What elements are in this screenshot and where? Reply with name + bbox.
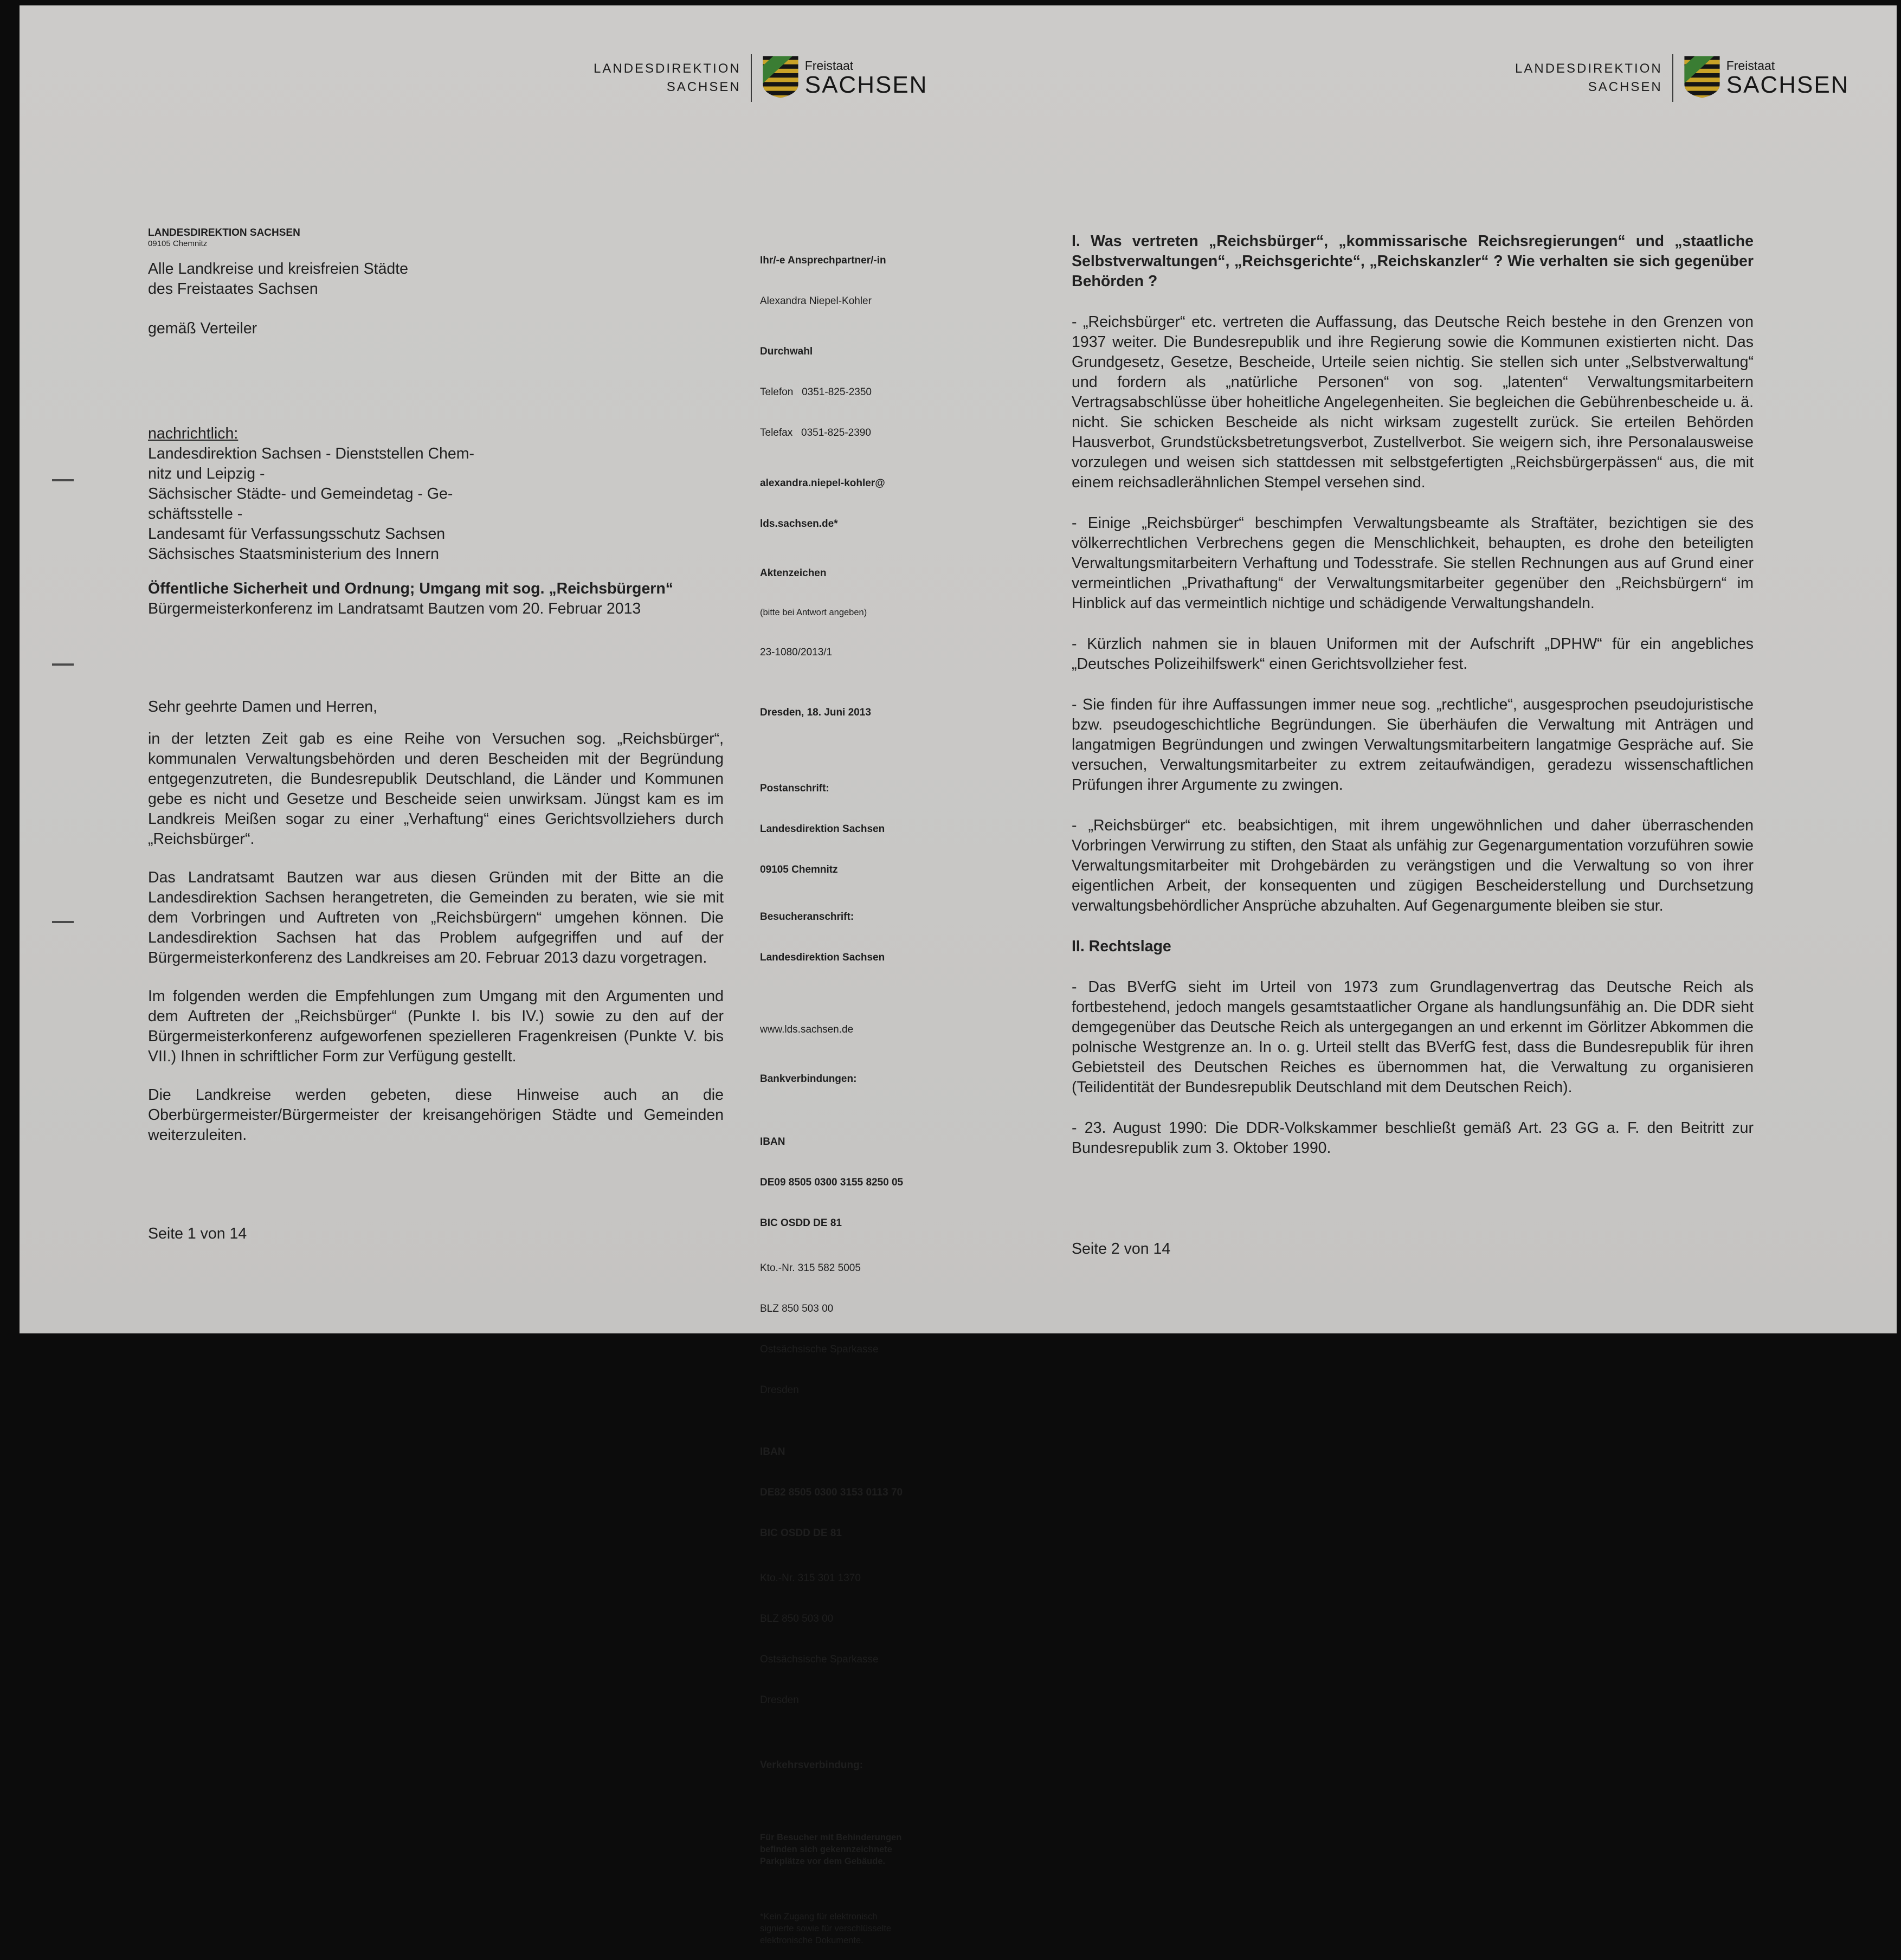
section-heading-2: II. Rechtslage (1072, 938, 1171, 955)
body-paragraph: Das Landratsamt Bautzen war aus diesen Gründen mit der Bitte an die Landesdirektion Sachsen herangetreten, die Gemeinden zu beraten, wie sie mit dem Vorbringen und Auftreten von „Reichsbürgern“ umgehen können. Die Landesdirektion Sachsen hat das Problem aufgegriffen und auf der Bürgermeisterkonferenz des Landkreises am 20. Februar 2013 dazu vorgetragen. (148, 869, 724, 966)
recipient-block (148, 259, 408, 299)
cc-line: Landesdirektion Sachsen - Dienststellen Chem- (148, 445, 474, 462)
bank1-account: Kto.-Nr. 315 582 5005 (760, 1262, 861, 1274)
body-paragraph: in der letzten Zeit gab es eine Reihe von Versuchen sog. „Reichsbürger“, kommunalen Verwaltungsbehörden und deren Bescheiden mit der Begründung entgegenzutreten, die Bundesrepublik Deutschland, die Länder und Kommunen gebe es nicht und Gesetze und Bescheide seien unwirksam. Jüngst kam es im Landkreis Meißen sogar zu einer „Verhaftung“ eines Gerichtsvollziehers durch „Reichsbürger“. (148, 730, 724, 848)
cc-label: nachrichtlich: (148, 425, 239, 442)
distribution-note: gemäß Verteiler (148, 320, 257, 337)
accessibility-note: Für Besucher mit Behinderungen befinden sich gekennzeichnete Parkplätze vor dem Gebäude. (760, 1833, 902, 1866)
body-paragraph: - Das BVerfG sieht im Urteil von 1973 zum Grundlagenvertrag das Deutsche Reich als fortbestehend, jedoch mangels gesamtstaatlicher Organe als handlungsunfähig an. Die DDR sieht demgegenüber das Deutsche Reich als untergegangen an und erkennt im Görlitzer Abkommen die polnische Westgrenze an. In o. g. Urteil stellt das BVerfG fest, dass die Bundesrepublik für ihren Gebietsteil des Deutschen Reiches es übernommen hat, die Verwaltung zu organisieren (Teilidentität der Bundesrepublik Deutschland mit dem Deutschen Reich). (1072, 978, 1754, 1096)
bank2-name-line1: Ostsächsische Sparkasse (760, 1654, 879, 1665)
page1-body (148, 729, 724, 1145)
bank2-iban-label: IBAN (760, 1446, 785, 1458)
email-line2: lds.sachsen.de* (760, 518, 838, 530)
freistaat-label: Freistaat (1726, 59, 1775, 73)
recipient-line2: des Freistaates Sachsen (148, 280, 318, 298)
state-brand (1683, 55, 1850, 102)
fold-mark (52, 663, 74, 666)
cc-line: Sächsischer Städte- und Gemeindetag - Ge- (148, 485, 453, 502)
letterhead-page1 (594, 54, 927, 102)
body-paragraph: - „Reichsbürger“ etc. vertreten die Auffassung, das Deutsche Reich bestehe in den Grenzen von 1937 weiter. Die Bundesrepublik und ihre Regierung sowie die Kommunen existierten nicht. Das Grundgesetz, Gesetze, Bescheide, Urteile seien nichtig. Sie stellen sich unter „Selbstverwaltung“ und fordern als „natürliche Personen“ von sog. „latenten“ Verwaltungsmitarbeitern Vertragsabschlüsse über hoheitliche Angelegenheiten. Sie begleichen die Gebührenbescheide u. ä. nicht. Sie schicken Bescheide als nicht wirksam zugestellt zurück. Sie erteilen Behörden Hausverbot, Grundstücksbetretungsverbot, Zustellverbot. Sie weigern sich, ihre Personalausweise vorzulegen und weisen sich stattdessen mit selbstgefertigten „Reichsbürgerpässen“ aus, die mit einem reichsadlerähnlichen Stempel versehen sind. (1072, 313, 1754, 491)
bank1-iban: DE09 8505 0300 3155 8250 05 (760, 1177, 904, 1188)
bank1-bic: BIC OSDD DE 81 (760, 1217, 842, 1229)
state-name: SACHSEN (1726, 72, 1850, 98)
bank2-bic: BIC OSDD DE 81 (760, 1527, 842, 1539)
subject-subtitle: Bürgermeisterkonferenz im Landratsamt Bautzen vom 20. Februar 2013 (148, 600, 641, 617)
org-name-line2: SACHSEN (1588, 80, 1662, 94)
dial-label: Durchwahl (760, 346, 813, 357)
bank2-blz: BLZ 850 503 00 (760, 1613, 834, 1624)
cc-line: Sächsisches Staatsministerium des Innern (148, 545, 439, 563)
bank1-name-line1: Ostsächsische Sparkasse (760, 1344, 879, 1355)
transport-label: Verkehrsverbindung: (760, 1759, 863, 1771)
file-ref-label: Aktenzeichen (760, 568, 827, 579)
bank-label: Bankverbindungen: (760, 1073, 857, 1085)
letterhead-page2 (1515, 54, 1849, 102)
website: www.lds.sachsen.de (760, 1024, 854, 1035)
section-heading-1: I. Was vertreten „Reichsbürger“, „kommissarische Reichsregierungen“ und „staatliche Selbstverwaltungen“, „Reichsgerichte“, „Reichskanzler“ ? Wie verhalten sie sich gegenüber Behörden ? (1072, 233, 1754, 290)
org-name (1515, 60, 1662, 96)
state-brand (762, 55, 928, 102)
body-paragraph: - Einige „Reichsbürger“ beschimpfen Verwaltungsbeamte als Straftäter, bezichtigen sie des völkerrechtlichen Verbrechens gegen die Menschlichkeit, behaupten, es drohe den beteiligten Verwaltungsmitarbeitern Verhaftung und Todesstrafe. Sie stellen Rechnungen aus auf Grund einer vermeintlichen „Privathaftung“ der Verwaltungsmitarbeiter gegenüber den „Reichsbürgern“ im Hinblick auf das vermeintlich nichtige und schädigende Verwaltungshandeln. (1072, 514, 1754, 612)
file-ref-number: 23-1080/2013/1 (760, 647, 833, 658)
sender-line1: LANDESDIREKTION SACHSEN (148, 227, 300, 238)
visitor-label: Besucheranschrift: (760, 911, 854, 923)
date-line: Dresden, 18. Juni 2013 (760, 707, 871, 718)
salutation: Sehr geehrte Damen und Herren, (148, 698, 377, 715)
contact-name: Alexandra Niepel-Kohler (760, 295, 872, 307)
bank2-iban: DE82 8505 0300 3153 0113 70 (760, 1487, 903, 1498)
letterhead-divider (1672, 54, 1673, 102)
postal-label: Postanschrift: (760, 783, 829, 794)
state-name: SACHSEN (804, 72, 928, 98)
fold-mark (52, 479, 74, 481)
body-paragraph: Im folgenden werden die Empfehlungen zum Umgang mit den Argumenten und dem Auftreten der „Reichsbürger“ (Punkte I. bis IV.) sowie zu den auf der Bürgermeisterkonferenz aufgeworfenen spezielleren Fragenkreisen (Punkte V. bis VII.) Ihnen in schriftlicher Form zur Verfügung gestellt. (148, 988, 724, 1065)
body-paragraph: - 23. August 1990: Die DDR-Volkskammer beschließt gemäß Art. 23 GG a. F. den Beitritt zur Bundesrepublik zum 3. Oktober 1990. (1072, 1119, 1754, 1157)
org-name-line1: LANDESDIREKTION (594, 61, 741, 76)
file-ref-note: (bitte bei Antwort angeben) (760, 608, 867, 617)
saxony-coat-of-arms-icon (762, 55, 800, 102)
org-name-line2: SACHSEN (666, 80, 741, 94)
subject-block (148, 579, 724, 619)
visitor-line1: Landesdirektion Sachsen (760, 952, 885, 963)
scan-edge-left (0, 0, 20, 1344)
letterhead-divider (751, 54, 752, 102)
esignature-note: *Kein Zugang für elektronisch signierte sowie für verschlüsselte elektronische Dokumente. (760, 1912, 892, 1945)
page2-body (1072, 231, 1754, 1158)
saxony-coat-of-arms-icon (1683, 55, 1721, 102)
email-line1: alexandra.niepel-kohler@ (760, 478, 885, 489)
phone-line: Telefon 0351-825-2350 (760, 386, 872, 398)
contact-column (760, 227, 939, 733)
org-name (594, 60, 741, 96)
state-name-block (805, 59, 928, 98)
recipient-line1: Alle Landkreise und kreisfreien Städte (148, 260, 409, 278)
bank2-account: Kto.-Nr. 315 301 1370 (760, 1572, 861, 1584)
cc-line: schäftsstelle - (148, 505, 243, 523)
bank1-name-line2: Dresden (760, 1384, 799, 1396)
body-paragraph: Die Landkreise werden gebeten, diese Hinweise auch an die Oberbürgermeister/Bürgermeister der kreisangehörigen Städte und Gemeinden weiterzuleiten. (148, 1086, 724, 1144)
cc-block (148, 424, 474, 564)
postal-line2: 09105 Chemnitz (760, 864, 838, 875)
scan-edge-bottom (0, 1333, 1901, 1344)
body-paragraph: - „Reichsbürger“ etc. beabsichtigen, mit ihrem ungewöhnlichen und daher überraschenden Vorbringen Verwirrung zu stiften, den Staat als unfähig zur Gegenargumentation vorzuführen sowie Verwaltungsmitarbeiter mit Drohgebärden zu verängstigen und die Verwaltung so von ihrer eigentlichen Arbeit, der konsequenten und zügigen Bescheiderstellung und Durchsetzung verwaltungsbehördlicher Ansprüche abzuhalten. Auf Gegenargumente bleiben sie stur. (1072, 817, 1754, 914)
state-name-block (1726, 59, 1850, 98)
body-paragraph: - Sie finden für ihre Auffassungen immer neue sog. „rechtliche“, ausgesprochen pseudojuristische bzw. pseudogeschichtliche Begründungen. Sie überhäufen die Verwaltung mit Anträgen und langatmigen Begründungen und zwingen Verwaltungsmitarbeitern langatmige Gespräche auf. Sie versuchen, Verwaltungsmitarbeiter zu extrem zeitaufwändigen, geradezu wissenschaftlichen Prüfungen ihrer Argumente zu zwingen. (1072, 696, 1754, 794)
page-number-2: Seite 2 von 14 (1072, 1240, 1171, 1258)
postal-line1: Landesdirektion Sachsen (760, 823, 885, 835)
scan-edge-top (0, 0, 1901, 5)
bank1-blz: BLZ 850 503 00 (760, 1303, 834, 1314)
org-name-line1: LANDESDIREKTION (1515, 61, 1662, 76)
subject-title: Öffentliche Sicherheit und Ordnung; Umgang mit sog. „Reichsbürgern“ (148, 580, 674, 597)
scan-edge-right (1897, 0, 1901, 1344)
contact-label: Ihr/-e Ansprechpartner/-in (760, 255, 886, 266)
freistaat-label: Freistaat (804, 59, 854, 73)
fax-line: Telefax 0351-825-2390 (760, 427, 871, 439)
address-bank-column (760, 755, 939, 1960)
sender-return-address (148, 227, 300, 249)
cc-line: nitz und Leipzig - (148, 465, 265, 482)
page-number-1: Seite 1 von 14 (148, 1225, 247, 1242)
body-paragraph: - Kürzlich nahmen sie in blauen Uniformen mit der Aufschrift „DPHW“ für ein angebliches „Deutsches Polizeihilfswerk“ einen Gerichtsvollzieher fest. (1072, 635, 1754, 673)
bank2-name-line2: Dresden (760, 1694, 799, 1706)
bank1-iban-label: IBAN (760, 1136, 785, 1147)
fold-mark (52, 921, 74, 923)
sender-line2: 09105 Chemnitz (148, 239, 208, 248)
cc-line: Landesamt für Verfassungsschutz Sachsen (148, 525, 446, 543)
